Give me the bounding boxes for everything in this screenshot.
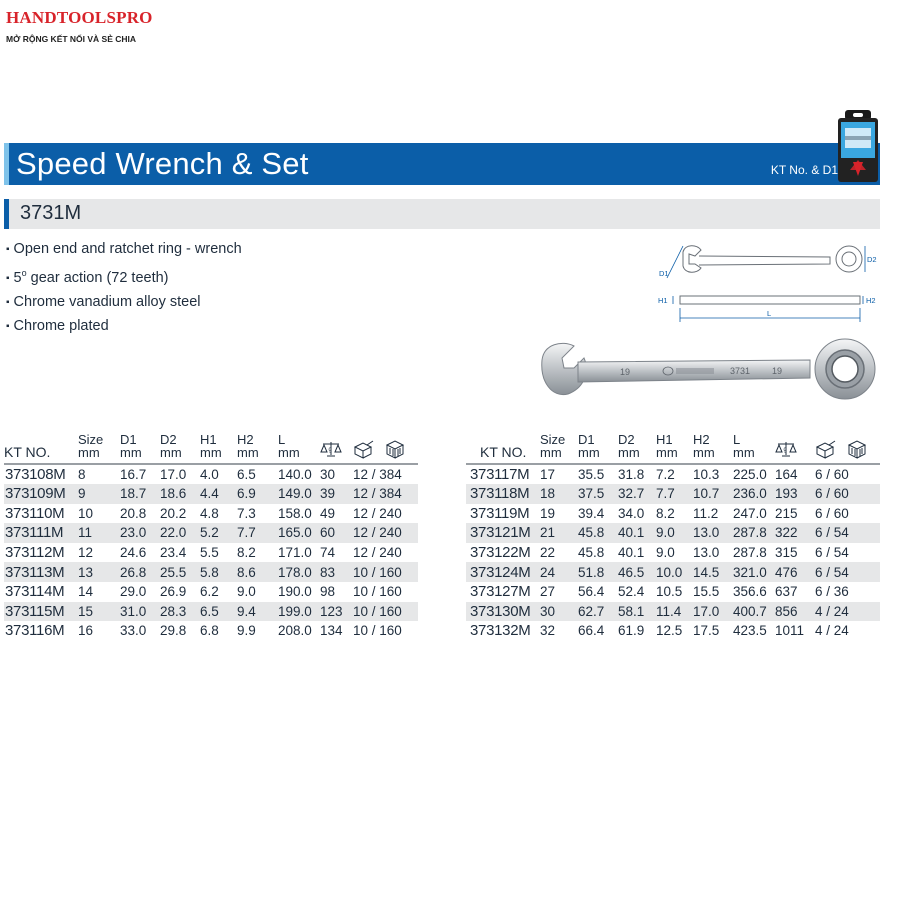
cell-l: 225.0 xyxy=(733,467,767,482)
cell-kt-no: 373110M xyxy=(5,504,65,522)
cell-d2: 23.4 xyxy=(160,545,187,561)
cell-d1: 16.7 xyxy=(120,467,147,482)
cell-pack: 12 / 240 xyxy=(353,505,402,521)
carton-icon xyxy=(846,439,868,459)
cell-h2: 14.5 xyxy=(693,564,720,580)
cell-weight: 60 xyxy=(320,525,336,541)
spec-table-right xyxy=(466,430,880,641)
cell-l: 190.0 xyxy=(278,584,312,600)
cell-size: 9 xyxy=(78,486,86,502)
cell-pack: 12 / 240 xyxy=(353,525,402,541)
cell-h2: 15.5 xyxy=(693,584,720,600)
cell-d2: 46.5 xyxy=(618,564,645,580)
cell-d1: 26.8 xyxy=(120,564,147,580)
col-l: L mm xyxy=(733,432,755,460)
cell-d1: 39.4 xyxy=(578,505,605,521)
carton-icon xyxy=(384,439,406,459)
table-row xyxy=(4,543,418,563)
cell-h1: 9.0 xyxy=(656,545,675,561)
cell-d1: 24.6 xyxy=(120,545,147,561)
col-l: L mm xyxy=(278,432,300,460)
cell-d1: 56.4 xyxy=(578,584,605,600)
cell-h1: 10.5 xyxy=(656,584,683,600)
cell-pack: 12 / 384 xyxy=(353,467,402,482)
label-h2: H2 xyxy=(866,296,876,305)
cell-weight: 123 xyxy=(320,603,343,619)
cell-l: 208.0 xyxy=(278,623,312,639)
table-row xyxy=(4,484,418,504)
cell-d2: 40.1 xyxy=(618,525,645,541)
table-row xyxy=(466,484,880,504)
brand-logo xyxy=(6,8,153,44)
cell-h2: 7.7 xyxy=(237,525,256,541)
cell-h1: 9.0 xyxy=(656,525,675,541)
cell-pack: 4 / 24 xyxy=(815,623,849,639)
cell-l: 236.0 xyxy=(733,486,767,502)
col-size: Size mm xyxy=(78,432,104,460)
col-pack xyxy=(353,430,418,464)
cell-l: 287.8 xyxy=(733,525,767,541)
cell-h2: 8.6 xyxy=(237,564,256,580)
cell-kt-no: 373122M xyxy=(470,544,531,562)
cell-kt-no: 373117M xyxy=(470,466,530,483)
feature-item: ▪ Chrome vanadium alloy steel xyxy=(6,293,201,310)
cell-d2: 18.6 xyxy=(160,486,187,502)
package-icon xyxy=(837,110,879,184)
cell-size: 10 xyxy=(78,505,94,521)
col-weight xyxy=(320,430,353,464)
cell-weight: 322 xyxy=(775,525,798,541)
cell-kt-no: 373132M xyxy=(470,622,531,640)
feature-item: ▪ 5$^o$ gear action (72 teeth) xyxy=(6,268,169,286)
cell-size: 24 xyxy=(540,564,556,580)
cell-weight: 476 xyxy=(775,564,798,580)
cell-size: 32 xyxy=(540,623,556,639)
cell-pack: 10 / 160 xyxy=(353,584,402,600)
cell-kt-no: 373130M xyxy=(470,602,531,620)
cell-size: 22 xyxy=(540,545,556,561)
table-row xyxy=(4,504,418,524)
svg-text:g: g xyxy=(328,447,332,453)
table-row xyxy=(466,464,880,484)
cell-l: 178.0 xyxy=(278,564,312,580)
cell-kt-no: 373112M xyxy=(5,544,65,562)
cell-d1: 45.8 xyxy=(578,525,605,541)
cell-d1: 23.0 xyxy=(120,525,147,541)
cell-kt-no: 373121M xyxy=(470,524,531,542)
cell-d2: 32.7 xyxy=(618,486,645,502)
cell-d2: 58.1 xyxy=(618,603,645,619)
wrench-image xyxy=(540,338,885,410)
cell-h2: 11.2 xyxy=(693,505,719,521)
cell-d2: 20.2 xyxy=(160,505,187,521)
cell-kt-no: 373115M xyxy=(5,602,65,620)
table-row xyxy=(4,602,418,622)
table-row xyxy=(466,523,880,543)
cell-pack: 6 / 54 xyxy=(815,564,849,580)
cell-size: 17 xyxy=(540,467,556,482)
bullet-icon: ▪ xyxy=(6,244,10,255)
cell-kt-no: 373108M xyxy=(5,466,66,483)
cell-kt-no: 373114M xyxy=(5,583,65,601)
svg-text:g: g xyxy=(783,447,787,453)
model-bar xyxy=(4,199,880,229)
cell-h1: 5.5 xyxy=(200,545,219,561)
table-row xyxy=(466,504,880,524)
model-number: 3731M xyxy=(20,202,82,224)
cell-kt-no: 373124M xyxy=(470,563,531,581)
table-row xyxy=(466,582,880,602)
wrench-mark-right: 19 xyxy=(772,366,783,376)
cell-pack: 6 / 36 xyxy=(815,584,849,600)
cell-l: 356.6 xyxy=(733,584,767,600)
cell-pack: 10 / 160 xyxy=(353,623,402,639)
cell-weight: 1011 xyxy=(775,623,805,639)
table-row xyxy=(4,464,418,484)
cell-h2: 9.0 xyxy=(237,584,256,600)
cell-size: 16 xyxy=(78,623,94,639)
cell-h1: 6.8 xyxy=(200,623,219,639)
cell-h2: 6.9 xyxy=(237,486,256,502)
table-row xyxy=(466,543,880,563)
cell-weight: 74 xyxy=(320,545,336,561)
cell-h1: 8.2 xyxy=(656,505,675,521)
cell-weight: 637 xyxy=(775,584,798,600)
cell-pack: 6 / 54 xyxy=(815,525,849,541)
cell-kt-no: 373113M xyxy=(5,563,65,581)
cell-d2: 26.9 xyxy=(160,584,187,600)
cell-weight: 49 xyxy=(320,505,336,521)
cell-pack: 6 / 60 xyxy=(815,467,849,482)
table-row xyxy=(4,621,418,641)
cell-l: 321.0 xyxy=(733,564,767,580)
cell-d2: 17.0 xyxy=(160,467,187,482)
cell-pack: 6 / 60 xyxy=(815,486,849,502)
cell-l: 140.0 xyxy=(278,467,312,482)
spec-table-right-body xyxy=(466,464,880,641)
cell-weight: 30 xyxy=(320,467,336,482)
cell-weight: 134 xyxy=(320,623,343,639)
brand-name: HANDTOOLSPRO xyxy=(6,8,153,27)
col-h2: H2 mm xyxy=(693,432,715,460)
cell-pack: 12 / 384 xyxy=(353,486,402,502)
cell-d2: 61.9 xyxy=(618,623,645,639)
cell-d1: 33.0 xyxy=(120,623,147,639)
spec-table-left-body xyxy=(4,464,418,641)
col-h2: H2 mm xyxy=(237,432,259,460)
cell-h1: 6.5 xyxy=(200,603,219,619)
box-pack-icon xyxy=(353,439,375,459)
cell-l: 149.0 xyxy=(278,486,312,502)
page-subtitle: KT No. & D1 xyxy=(770,163,838,177)
cell-d1: 45.8 xyxy=(578,545,605,561)
cell-h2: 17.0 xyxy=(693,603,720,619)
cell-weight: 164 xyxy=(775,467,798,482)
cell-l: 165.0 xyxy=(278,525,312,541)
cell-weight: 39 xyxy=(320,486,336,502)
cell-kt-no: 373109M xyxy=(5,485,66,503)
cell-h2: 7.3 xyxy=(237,505,256,521)
col-kt-no: KT NO. xyxy=(480,444,527,460)
cell-weight: 856 xyxy=(775,603,798,619)
label-l: L xyxy=(767,309,772,318)
cell-h1: 4.8 xyxy=(200,505,219,521)
label-d2: D2 xyxy=(867,255,877,264)
cell-weight: 98 xyxy=(320,584,336,600)
cell-pack: 6 / 60 xyxy=(815,505,849,521)
cell-l: 199.0 xyxy=(278,603,312,619)
box-pack-icon xyxy=(815,439,837,459)
col-size: Size mm xyxy=(540,432,566,460)
cell-pack: 6 / 54 xyxy=(815,545,849,561)
cell-size: 30 xyxy=(540,603,556,619)
cell-l: 287.8 xyxy=(733,545,767,561)
page-title: Speed Wrench & Set xyxy=(16,146,309,181)
cell-h1: 10.0 xyxy=(656,564,683,580)
bullet-icon: ▪ xyxy=(6,272,10,284)
col-kt-no: KT NO. xyxy=(4,444,51,460)
cell-d2: 31.8 xyxy=(618,467,645,482)
table-row xyxy=(466,602,880,622)
cell-size: 18 xyxy=(540,486,556,502)
spec-table-left xyxy=(4,430,418,641)
cell-size: 19 xyxy=(540,505,556,521)
cell-weight: 83 xyxy=(320,564,336,580)
table-row xyxy=(466,621,880,641)
title-bar xyxy=(4,143,880,185)
feature-list xyxy=(6,238,242,339)
cell-kt-no: 373116M xyxy=(5,622,65,640)
table-row xyxy=(4,562,418,582)
cell-h1: 7.2 xyxy=(656,467,675,482)
cell-h1: 6.2 xyxy=(200,584,219,600)
cell-d2: 52.4 xyxy=(618,584,645,600)
cell-l: 423.5 xyxy=(733,623,767,639)
cell-d2: 22.0 xyxy=(160,525,187,541)
cell-d2: 29.8 xyxy=(160,623,187,639)
feature-item: ▪ Chrome plated xyxy=(6,317,109,334)
cell-d1: 51.8 xyxy=(578,564,605,580)
cell-d2: 25.5 xyxy=(160,564,187,580)
label-h1: H1 xyxy=(658,296,668,305)
cell-d1: 35.5 xyxy=(578,467,605,482)
cell-d1: 31.0 xyxy=(120,603,147,619)
brand-tagline: MỞ RỘNG KẾT NỐI VÀ SẺ CHIA xyxy=(6,34,137,44)
cell-size: 14 xyxy=(78,584,94,600)
cell-h2: 9.4 xyxy=(237,603,256,619)
feature-item: ▪ Open end and ratchet ring - wrench xyxy=(6,241,242,257)
title-accent xyxy=(4,143,9,185)
cell-kt-no: 373127M xyxy=(470,583,531,601)
cell-l: 158.0 xyxy=(278,505,312,521)
cell-size: 11 xyxy=(78,525,93,541)
cell-d2: 40.1 xyxy=(618,545,645,561)
col-pack xyxy=(815,430,880,464)
cell-d1: 29.0 xyxy=(120,584,147,600)
cell-size: 27 xyxy=(540,584,556,600)
table-header xyxy=(4,430,418,464)
dimension-diagram xyxy=(655,238,885,328)
cell-pack: 10 / 160 xyxy=(353,564,402,580)
cell-kt-no: 373119M xyxy=(470,504,530,522)
cell-h2: 9.9 xyxy=(237,623,256,639)
cell-l: 247.0 xyxy=(733,505,767,521)
cell-size: 8 xyxy=(78,467,86,482)
bullet-icon: ▪ xyxy=(6,320,10,332)
bullet-icon: ▪ xyxy=(6,296,10,308)
cell-d1: 62.7 xyxy=(578,603,605,619)
cell-d1: 66.4 xyxy=(578,623,605,639)
cell-d1: 37.5 xyxy=(578,486,605,502)
cell-d1: 20.8 xyxy=(120,505,147,521)
cell-weight: 193 xyxy=(775,486,798,502)
cell-l: 171.0 xyxy=(278,545,312,561)
cell-h2: 6.5 xyxy=(237,467,256,482)
cell-h1: 5.8 xyxy=(200,564,219,580)
col-d1: D1 mm xyxy=(120,432,142,460)
col-d2: D2 mm xyxy=(618,432,640,460)
cell-size: 13 xyxy=(78,564,94,580)
cell-h2: 13.0 xyxy=(693,525,720,541)
weight-g-icon xyxy=(775,439,797,459)
wrench-mark-center: 3731 xyxy=(730,366,751,376)
cell-h1: 4.0 xyxy=(200,467,219,482)
col-d2: D2 mm xyxy=(160,432,182,460)
cell-l: 400.7 xyxy=(733,603,767,619)
cell-d2: 34.0 xyxy=(618,505,645,521)
cell-h1: 4.4 xyxy=(200,486,219,502)
cell-pack: 12 / 240 xyxy=(353,545,402,561)
model-accent xyxy=(4,199,9,229)
label-d1: D1 xyxy=(659,269,669,278)
cell-size: 15 xyxy=(78,603,94,619)
col-weight xyxy=(775,430,815,464)
weight-g-icon xyxy=(320,439,342,459)
table-row xyxy=(466,562,880,582)
col-h1: H1 mm xyxy=(656,432,678,460)
cell-kt-no: 373118M xyxy=(470,485,530,503)
table-row xyxy=(4,523,418,543)
cell-size: 12 xyxy=(78,545,94,561)
brand-engraving xyxy=(676,368,714,374)
col-h1: H1 mm xyxy=(200,432,222,460)
cell-d2: 28.3 xyxy=(160,603,187,619)
cell-h1: 7.7 xyxy=(656,486,675,502)
cell-h2: 8.2 xyxy=(237,545,256,561)
cell-d1: 18.7 xyxy=(120,486,147,502)
col-d1: D1 mm xyxy=(578,432,600,460)
cell-h2: 10.3 xyxy=(693,467,720,482)
cell-pack: 10 / 160 xyxy=(353,603,402,619)
cell-h1: 12.5 xyxy=(656,623,683,639)
cell-weight: 215 xyxy=(775,505,798,521)
cell-h1: 5.2 xyxy=(200,525,219,541)
cell-size: 21 xyxy=(540,525,556,541)
wrench-mark-left: 19 xyxy=(620,367,631,377)
table-header xyxy=(466,430,880,464)
cell-h2: 13.0 xyxy=(693,545,720,561)
cell-weight: 315 xyxy=(775,545,798,561)
cell-h1: 11.4 xyxy=(656,603,682,619)
cell-h2: 17.5 xyxy=(693,623,720,639)
cell-kt-no: 373111M xyxy=(5,524,64,542)
cell-h2: 10.7 xyxy=(693,486,720,502)
table-row xyxy=(4,582,418,602)
cell-pack: 4 / 24 xyxy=(815,603,849,619)
